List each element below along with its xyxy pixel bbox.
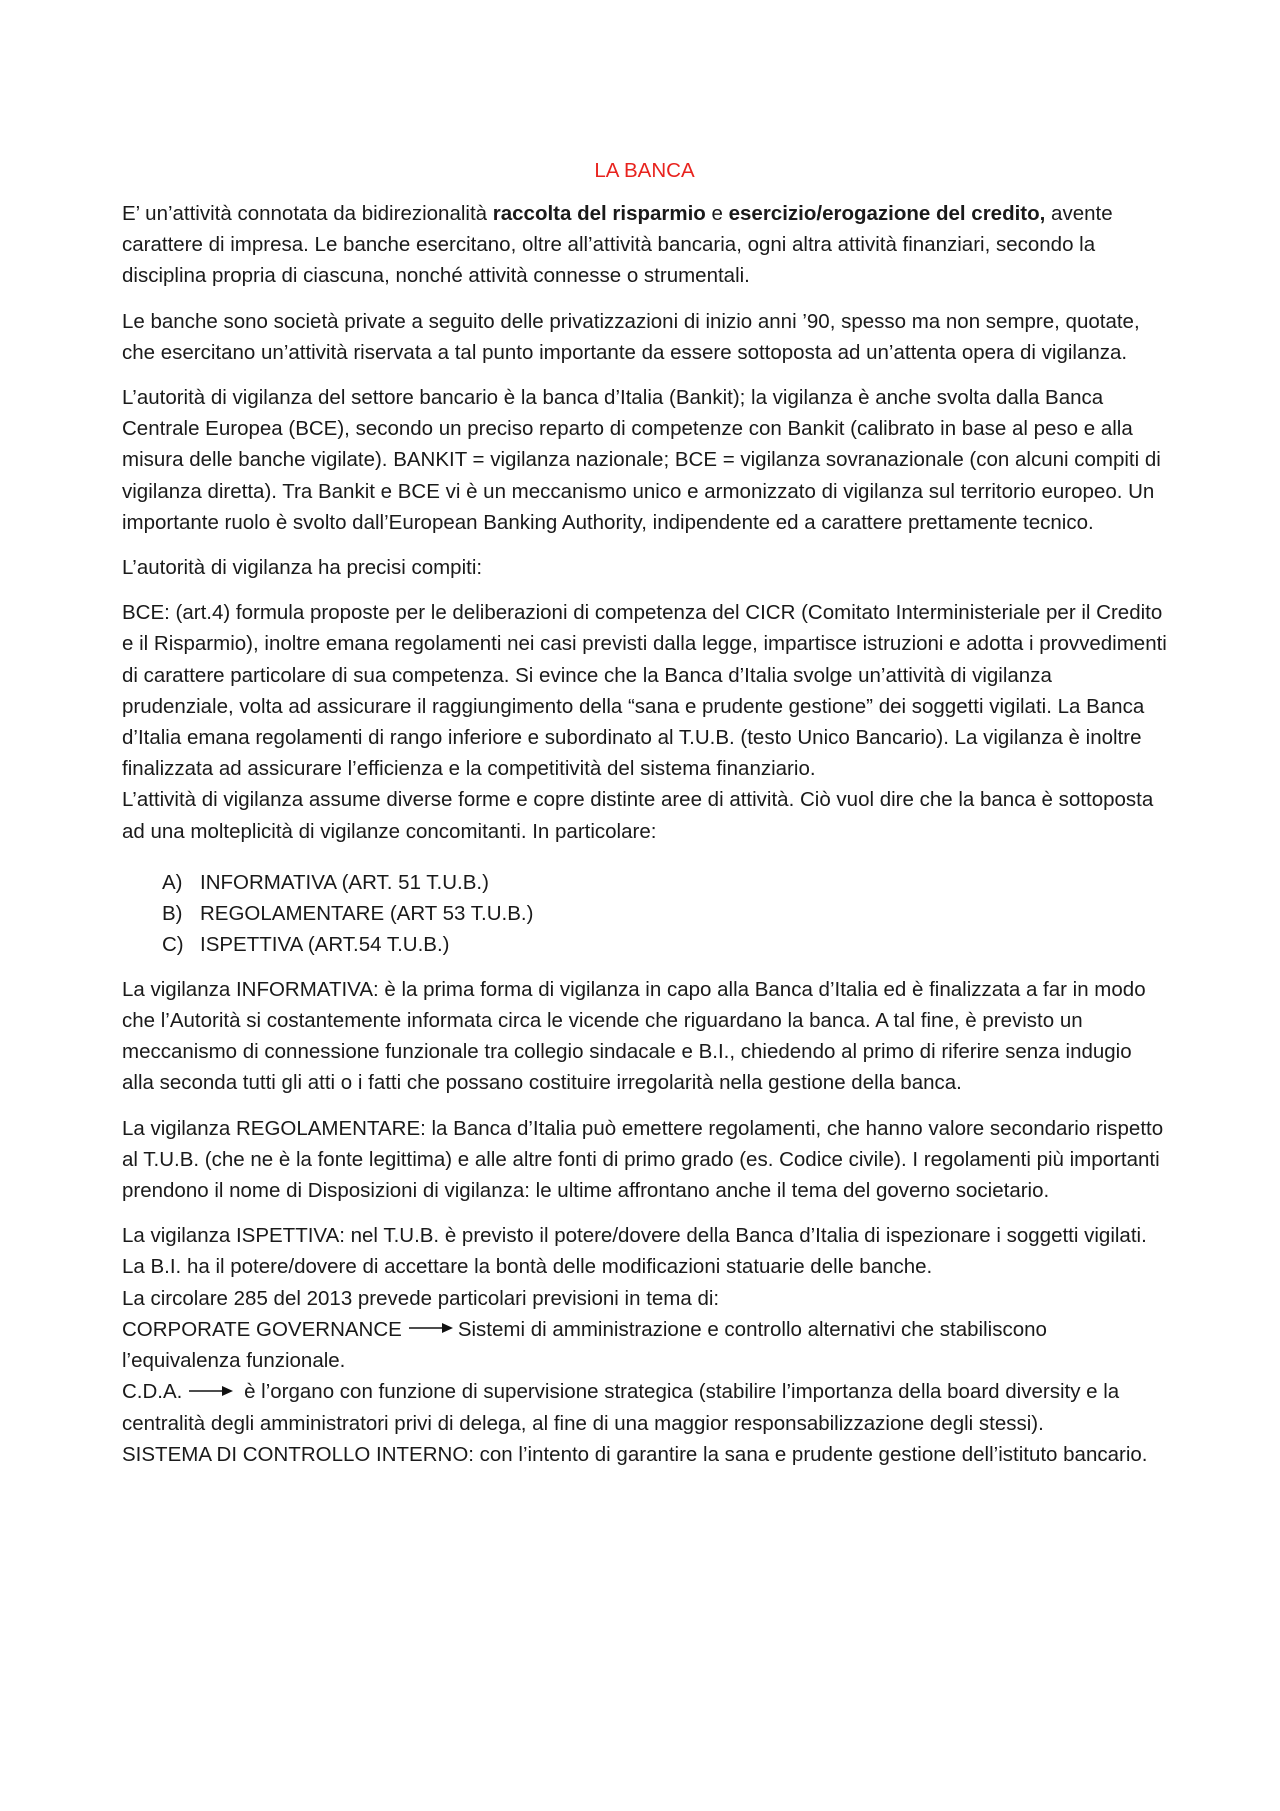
paragraph-private-banks: Le banche sono società private a seguito delle privatizzazioni di inizio anni ’90, spesso ma non sempre, quotate, che esercitano un’attività riservata a tal punto importante da essere sottoposta ad un’attenta opera di vigilanza. <box>122 309 1140 364</box>
paragraph-inspective: La vigilanza ISPETTIVA: nel T.U.B. è previsto il potere/dovere della Banca d’Italia di ispezionare i soggetti vigilati. La B.I. ha il potere/dovere di accettare la bontà delle modificazioni statuarie delle banche. <box>122 1224 1147 1279</box>
list-item <box>122 898 1167 929</box>
paragraph-text: E’ un’attività connotata da bidirezionalità <box>122 202 493 225</box>
bold-term-savings: raccolta del risparmio <box>492 202 706 225</box>
paragraph-supervisory-authority: L’autorità di vigilanza del settore bancario è la banca d’Italia (Bankit); la vigilanza è anche svolta dalla Banca Centrale Europea (BCE), secondo un preciso reparto di competenze con Bankit (calibrato in base al peso e alla misura delle banche vigilate). BANKIT = vigilanza nazionale; BCE = vigilanza sovranazionale (con alcuni compiti di vigilanza diretta). Tra Bankit e BCE vi è un meccanismo unico e armonizzato di vigilanza sul territorio europeo. Un importante ruolo è svolto dall’European Banking Authority, indipendente ed a carattere prettamente tecnico. <box>122 386 1161 534</box>
paragraph-definition <box>122 198 1167 292</box>
paragraph-informative: La vigilanza INFORMATIVA: è la prima forma di vigilanza in capo alla Banca d’Italia ed è finalizzata a far in modo che l’Autorità si costantemente informata circa le vicende che riguardano la banca. A tal fine, è previsto un meccanismo di connessione funzionale tra collegio sindacale e B.I., chiedendo al primo di riferire senza indugio alla seconda tutti gli atti o i fatti che possano costituire irregolarità nella gestione della banca. <box>122 977 1146 1095</box>
list-marker: C) <box>162 932 184 956</box>
cda-text: è l’organo con funzione di supervisione strategica (stabilire l’importanza della board diversity e la centralità degli amministratori privi di delega, al fine di una maggior responsabilizzazione degli stessi). <box>122 1380 1120 1435</box>
list-item-text: ISPETTIVA (ART.54 T.U.B.) <box>200 932 450 956</box>
corporate-governance-label: CORPORATE GOVERNANCE <box>122 1317 402 1341</box>
paragraph-corporate-governance <box>122 1314 1167 1376</box>
list-item-text: REGOLAMENTARE (ART 53 T.U.B.) <box>200 901 534 925</box>
paragraph-text: avente carattere di impresa. Le banche esercitano, oltre all’attività bancaria, ogni altra attività finanziari, secondo la disciplina propria di ciascuna, nonché attività connesse o strumentali. <box>122 202 1113 288</box>
list-item <box>122 929 1167 960</box>
paragraph-text: e <box>705 202 729 225</box>
list-marker: A) <box>162 870 183 894</box>
corporate-governance-text: Sistemi di amministrazione e controllo alternativi che stabiliscono l’equivalenza funzionale. <box>122 1317 1047 1373</box>
arrow-right-icon <box>188 1385 234 1397</box>
list-marker: B) <box>162 901 183 925</box>
list-item <box>122 867 1167 898</box>
paragraph-cda <box>122 1376 1167 1438</box>
paragraph-bce: BCE: (art.4) formula proposte per le deliberazioni di competenza del CICR (Comitato Interministeriale per il Credito e il Risparmio), inoltre emana regolamenti nei casi previsti dalla legge, impartisce istruzioni e adotta i provvedimenti di carattere particolare di sua competenza. Si evince che la Banca d’Italia svolge un’attività di vigilanza prudenziale, volta ad assicurare il raggiungimento della “sana e prudente gestione” dei soggetti vigilati. La Banca d’Italia emana regolamenti di rango inferiore e subordinato al T.U.B. (testo Unico Bancario). La vigilanza è inoltre finalizzata ad assicurare l’efficienza e la competitività del sistema finanziario. <box>122 601 1167 781</box>
paragraph-supervision-forms: L’attività di vigilanza assume diverse forme e copre distinte aree di attività. Ciò vuol dire che la banca è sottoposta ad una molteplicità di vigilanze concomitanti. In particolare: <box>122 788 1154 843</box>
arrow-right-icon <box>408 1322 454 1334</box>
paragraph-internal-control: SISTEMA DI CONTROLLO INTERNO: con l’intento di garantire la sana e prudente gestione dell’istituto bancario. <box>122 1442 1148 1466</box>
paragraph-circular-285: La circolare 285 del 2013 prevede particolari previsioni in tema di: <box>122 1286 720 1310</box>
list-item-text: INFORMATIVA (ART. 51 T.U.B.) <box>200 870 489 894</box>
supervision-types-list <box>122 867 1167 960</box>
bold-term-credit: esercizio/erogazione del credito, <box>728 202 1046 225</box>
paragraph-tasks-intro: L’autorità di vigilanza ha precisi compiti: <box>122 556 483 580</box>
document-body <box>122 155 1167 1470</box>
cda-label: C.D.A. <box>122 1380 183 1404</box>
document-title: LA BANCA <box>594 159 695 182</box>
paragraph-regulatory: La vigilanza REGOLAMENTARE: la Banca d’Italia può emettere regolamenti, che hanno valore secondario rispetto al T.U.B. (che ne è la fonte legittima) e alle altre fonti di primo grado (es. Codice civile). I regolamenti più importanti prendono il nome di Disposizioni di vigilanza: le ultime affrontano anche il tema del governo societario. <box>122 1116 1164 1203</box>
